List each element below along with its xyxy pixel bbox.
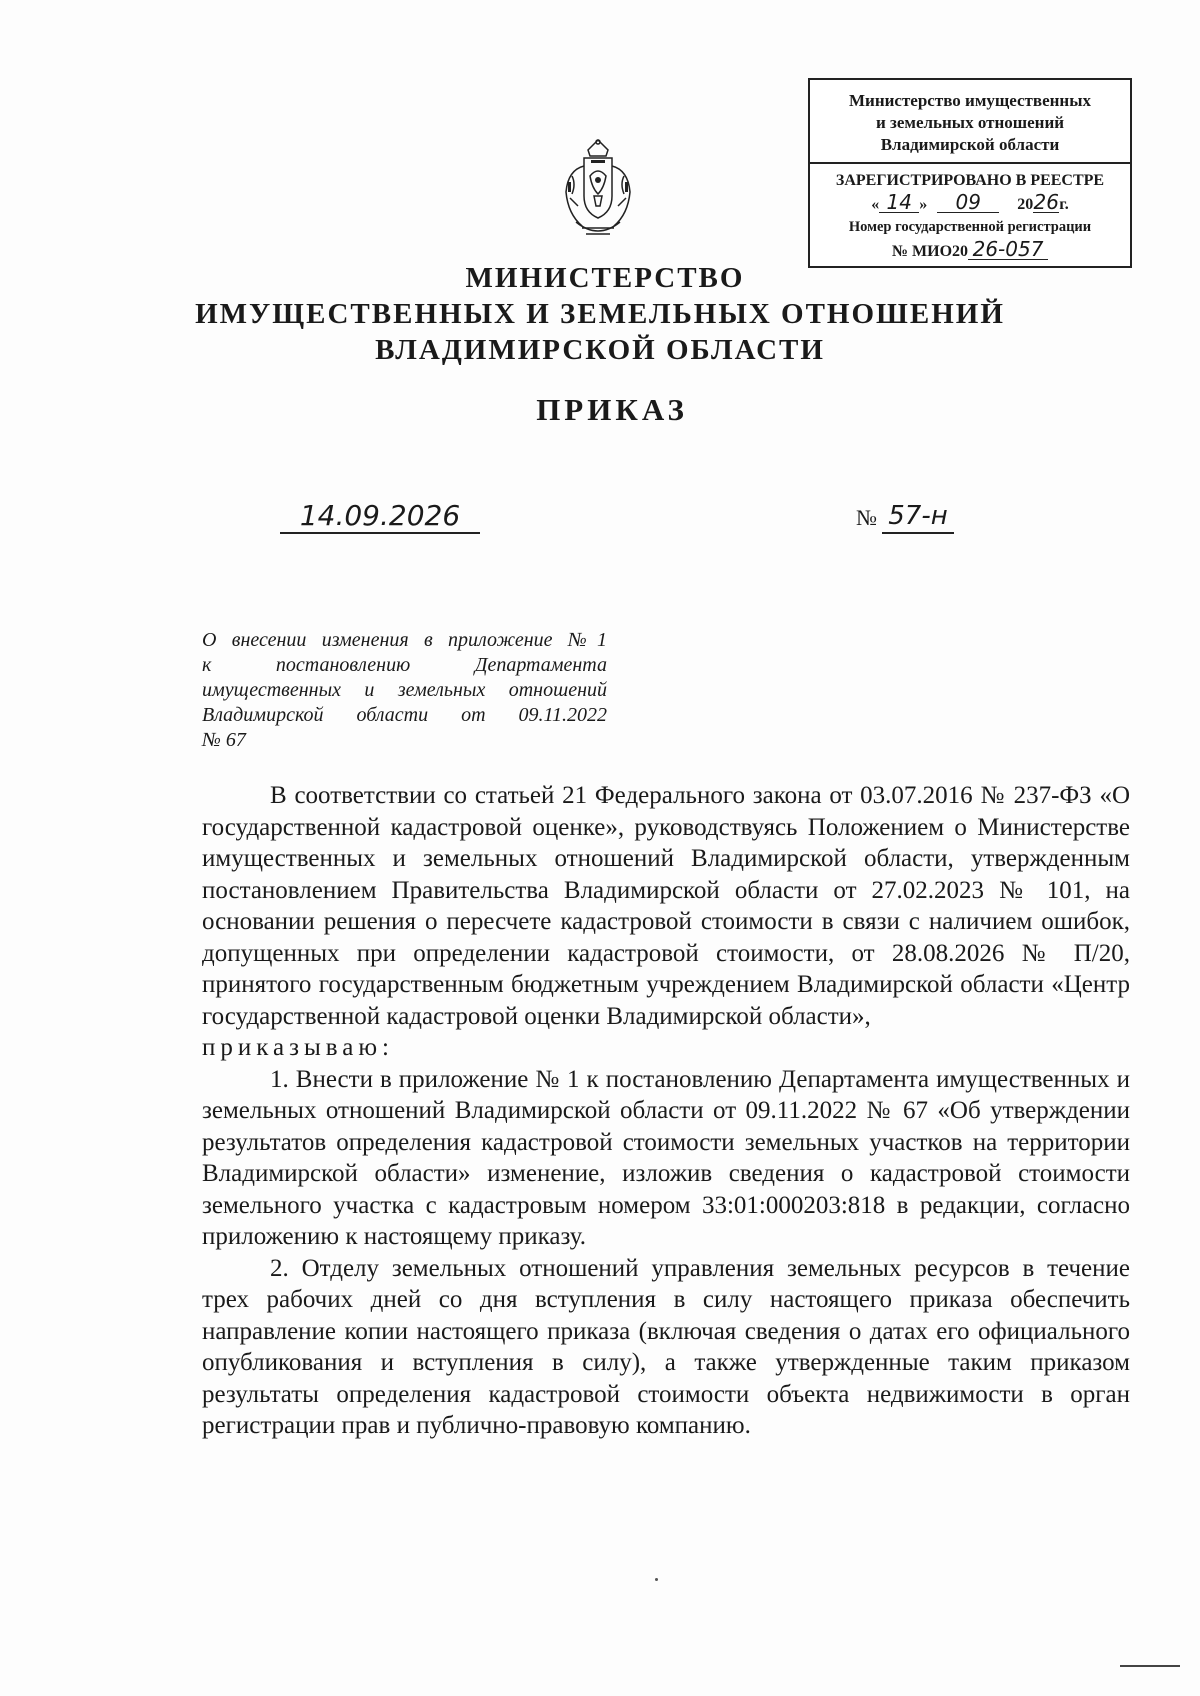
stamp-year-g: г. [1059,196,1069,213]
order-item-1: 1. Внести в приложение № 1 к постановлению Департамента имущественных и земельных отношений Владимирской области от 09.11.2022 № 67 «Об утверждении результатов определения кадастровой стоимости земельных участков на территории Владимирской области» изменение, изложив сведения о кадастровой стоимости земельного участка с кадастровым номером 33:01:000203:818 в редакции, согласно приложению к настоящему приказу. [202,1065,1130,1250]
subject-line4: Владимирской области от 09.11.2022 [202,704,607,726]
registration-stamp [808,78,1132,268]
ministry-line3: ВЛАДИМИРСКОЙ ОБЛАСТИ [375,334,825,366]
stamp-close-quote: » [919,196,928,213]
orders-word: приказываю: [202,1034,394,1061]
stamp-ministry-line3: Владимирской области [880,135,1060,154]
subject-line1: О внесении изменения в приложение №1 [202,629,607,651]
scan-speck [655,1578,658,1581]
order-subject [202,628,607,753]
stamp-day: 14 [879,192,919,213]
stamp-registered-label: ЗАРЕГИСТРИРОВАНО В РЕЕСТРЕ [835,172,1105,189]
stamp-reg-prefix: № МИО20 [891,243,969,260]
order-number: 57-н [882,500,954,534]
stamp-year-prefix: 20 [1017,196,1034,213]
stamp-month: 09 [937,192,999,213]
ministry-header [0,260,1200,368]
subject-line5: № 67 [202,729,246,751]
order-number-sign: № [856,505,877,530]
stamp-registration-block [810,164,1130,263]
preamble-paragraph: В соответствии со статьей 21 Федерального закона от 03.07.2016 № 237-ФЗ «О государственной кадастровой оценке», руководствуясь Положением о Министерстве имущественных и земельных отношений Владимирской области, утвержденным постановлением Правительства Владимирской области от 27.02.2023 № 101, на основании решения о пересчете кадастровой стоимости в связи с наличием ошибок, допущенных при определении кадастровой стоимости, от 28.08.2026 № П/20, принятого государственным бюджетным учреждением Владимирской области «Центр государственной кадастровой оценки Владимирской области», [202,782,1130,1030]
order-item-2: 2. Отделу земельных отношений управления земельных ресурсов в течение трех рабочих дней со дня вступления в силу настоящего приказа обеспечить направление копии настоящего приказа (включая сведения о датах его официального опубликования и вступления в силу), а также утвержденные таким приказом результаты определения кадастровой стоимости объекта недвижимости в орган регистрации прав и публично-правовую компанию. [202,1254,1130,1439]
stamp-reg-label: Номер государственной регистрации [848,219,1092,235]
ministry-line1: МИНИСТЕРСТВО [465,262,745,294]
page-edge-line [1120,1665,1180,1667]
document-type-title: ПРИКАЗ [536,392,688,427]
stamp-ministry-line2: и земельных отношений [875,113,1065,132]
subject-line2: к постановлению Департамента [202,654,607,676]
order-date: 14.09.2026 [280,500,480,534]
coat-of-arms-emblem [560,136,636,244]
ministry-line2: ИМУЩЕСТВЕННЫХ И ЗЕМЕЛЬНЫХ ОТНОШЕНИЙ [195,298,1005,330]
stamp-ministry-line1: Министерство имущественных [848,91,1091,110]
stamp-open-quote: « [871,196,880,213]
stamp-reg-number: 26-057 [968,239,1048,260]
subject-line3: имущественных и земельных отношений [202,679,607,701]
stamp-year-suffix: 26 [1033,190,1059,214]
order-body [202,780,1130,1442]
stamp-ministry-block [810,80,1130,164]
stamp-date-line [814,192,1126,216]
